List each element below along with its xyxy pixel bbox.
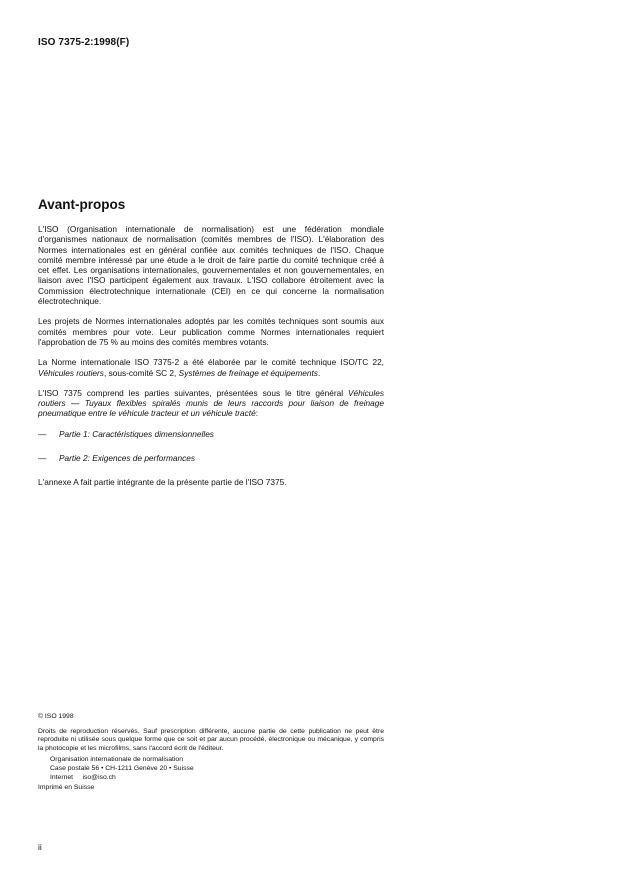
dash-marker: — (38, 453, 47, 464)
part-2-title: Partie 2: Exigences de performances (59, 453, 196, 464)
dash-marker: — (38, 428, 47, 439)
copyright-notice (38, 713, 384, 793)
foreword-paragraph-1: L'ISO (Organisation internationale de normalisation) est une fédération mondiale d'organismes nationaux de normalisation (comités membres de l'ISO). L'élaboration des Normes internationales est en général confiée aux comités techniques de l'ISO. Chaque comité membre intéressé par une étude a le droit de faire partie du comité technique créé à cet effet. Les organisations internationales, gouvernementales et non gouvernementales, en liaison avec l'ISO participent également aux travaux. L'ISO collabore étroitement avec la Commission électrotechnique internationale (CEI) en ce qui concerne la normalisation électrotechnique. (38, 224, 384, 307)
p3-italic-systems: Systèmes de freinage et équipements (178, 367, 318, 378)
foreword-paragraph-5: L'annexe A fait partie intégrante de la présente partie de l'ISO 7375. (38, 477, 287, 488)
p3-italic-vehicles: Véhicules routiers (38, 367, 104, 378)
foreword-paragraph-3 (38, 357, 384, 378)
p4-text-c: : (255, 408, 259, 419)
printed-in: Imprimé en Suisse (38, 784, 95, 792)
publisher-internet: Internet iso@iso.ch (50, 773, 116, 781)
foreword-section (38, 197, 384, 498)
copyright-line: © ISO 1998 (38, 713, 74, 720)
rights-statement: Droits de reproduction réservés. Sauf prescription différente, aucune partie de cette publication ne peut être reproduite ni utilisée sous quelque forme que ce soit et par aucun procédé, électronique ou mécanique, y compris la photocopie et les microfilms, sans l'accord écrit de l'éditeur. (38, 727, 384, 752)
p3-text-c: , sous-comité SC 2, (103, 367, 179, 378)
foreword-title: Avant-propos (38, 197, 126, 212)
p4-italic-title: Véhicules routiers — Tuyaux flexibles spiralés munis de leurs raccords pour liaison de freinage pneumatique entre le véhicule tracteur et un véhicule tracté (38, 387, 384, 419)
page-number: ii (38, 842, 42, 852)
part-list-item-2 (38, 453, 384, 463)
publisher-org: Organisation internationale de normalisation (50, 756, 183, 764)
part-1-title: Partie 1: Caractéristiques dimensionnelles (59, 428, 214, 439)
publisher-address (38, 756, 384, 782)
document-id: ISO 7375-2:1998(F) (38, 37, 130, 48)
part-list-item-1 (38, 429, 384, 439)
publisher-postal: Case postale 56 • CH-1211 Genève 20 • Suisse (50, 764, 194, 772)
foreword-paragraph-2: Les projets de Normes internationales adoptés par les comités techniques sont soumis aux comités membres pour vote. Leur publication comme Normes internationales requiert l'approbation de 75 % au moins des comités membres votants. (38, 316, 384, 347)
p3-text-e: . (317, 367, 321, 378)
foreword-paragraph-4 (38, 388, 384, 419)
p4-text-a: L'ISO 7375 comprend les parties suivantes, présentées sous le titre général (38, 387, 349, 398)
p3-text-a: La Norme internationale ISO 7375-2 a été élaborée par le comité technique ISO/TC 22, (38, 357, 384, 368)
